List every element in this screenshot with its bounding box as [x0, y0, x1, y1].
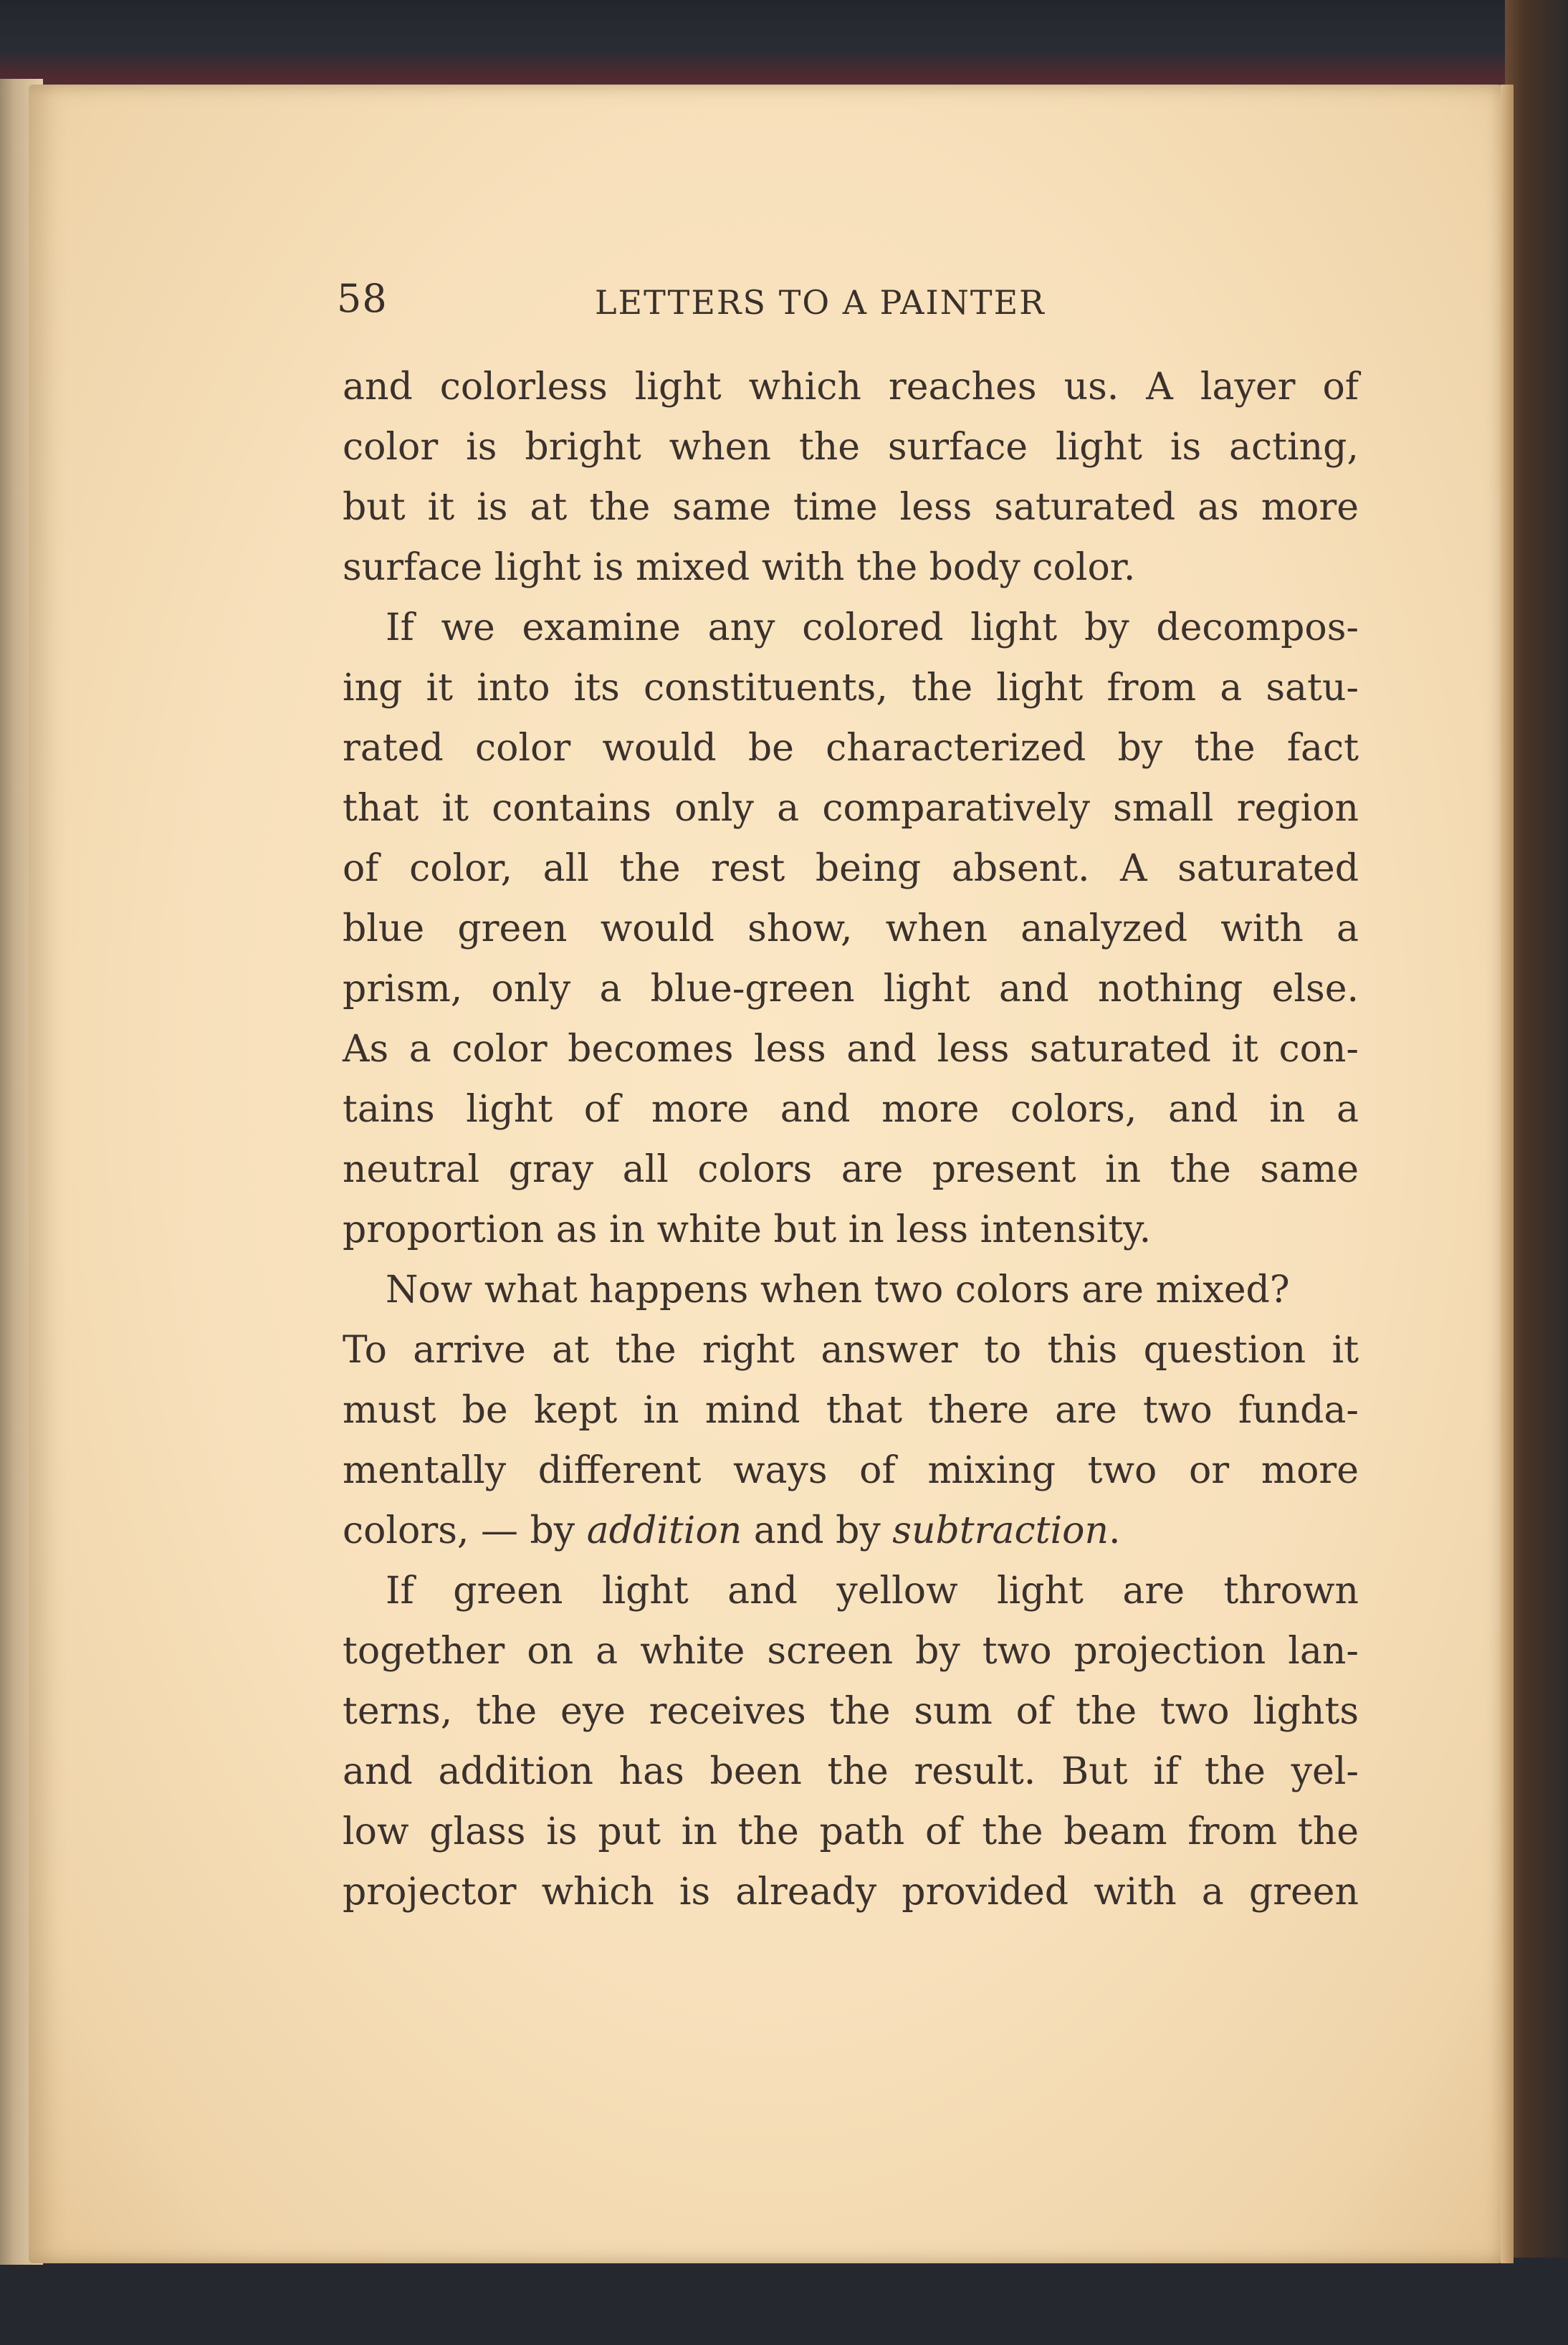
line-middle: and by	[742, 1509, 893, 1552]
text-line: terns, the eye receives the sum of the two lights	[343, 1690, 1359, 1733]
italic-term-addition: addition	[586, 1509, 742, 1552]
book-title: LETTERS TO A PAINTER	[595, 283, 1046, 322]
body-text	[343, 357, 1359, 1922]
text-line: of color, all the rest being absent. A saturated	[343, 847, 1359, 890]
text-line: rated color would be characterized by the fact	[343, 727, 1359, 770]
line-prefix: colors, — by	[343, 1509, 587, 1552]
text-line: As a color becomes less and less saturated it con-	[343, 1028, 1359, 1071]
page-fore-edge	[1501, 85, 1514, 2263]
line-suffix: .	[1108, 1509, 1121, 1552]
text-line: blue green would show, when analyzed with a	[343, 907, 1359, 950]
text-line: color is bright when the surface light is acting,	[343, 426, 1359, 469]
text-line: tains light of more and more colors, and in a	[343, 1088, 1359, 1131]
text-line: and addition has been the result. But if the yel-	[343, 1750, 1359, 1793]
text-line: proportion as in white but in less intensity.	[343, 1208, 1152, 1251]
italic-term-subtraction: subtraction	[892, 1509, 1109, 1552]
text-line-italic-terms	[343, 1501, 1359, 1561]
book-cover-bottom	[0, 2258, 1568, 2345]
book-cover-top	[0, 0, 1568, 93]
running-head	[337, 276, 1354, 333]
text-line: but it is at the same time less saturated as more	[343, 486, 1359, 529]
text-line: low glass is put in the path of the beam from the	[343, 1810, 1359, 1853]
text-line: projector which is already provided with a green	[343, 1871, 1359, 1914]
text-line: and colorless light which reaches us. A layer of	[343, 366, 1359, 409]
text-line: To arrive at the right answer to this question it	[343, 1329, 1359, 1372]
text-line: neutral gray all colors are present in the same	[343, 1148, 1359, 1191]
text-line: If we examine any colored light by decompos-	[386, 606, 1359, 649]
text-line: mentally different ways of mixing two or more	[343, 1449, 1359, 1492]
book-cover-right	[1505, 0, 1568, 2345]
text-line: must be kept in mind that there are two funda-	[343, 1389, 1359, 1432]
text-line: together on a white screen by two projection lan-	[343, 1630, 1359, 1673]
text-line: surface light is mixed with the body color.	[343, 546, 1136, 589]
page-number: 58	[337, 276, 388, 321]
text-line: prism, only a blue-green light and nothing else.	[343, 968, 1359, 1011]
text-line: that it contains only a comparatively small region	[343, 787, 1359, 830]
text-line: If green light and yellow light are thrown	[386, 1570, 1359, 1613]
text-line: Now what happens when two colors are mixed?	[386, 1269, 1290, 1312]
text-line: ing it into its constituents, the light from a satu-	[343, 667, 1359, 710]
